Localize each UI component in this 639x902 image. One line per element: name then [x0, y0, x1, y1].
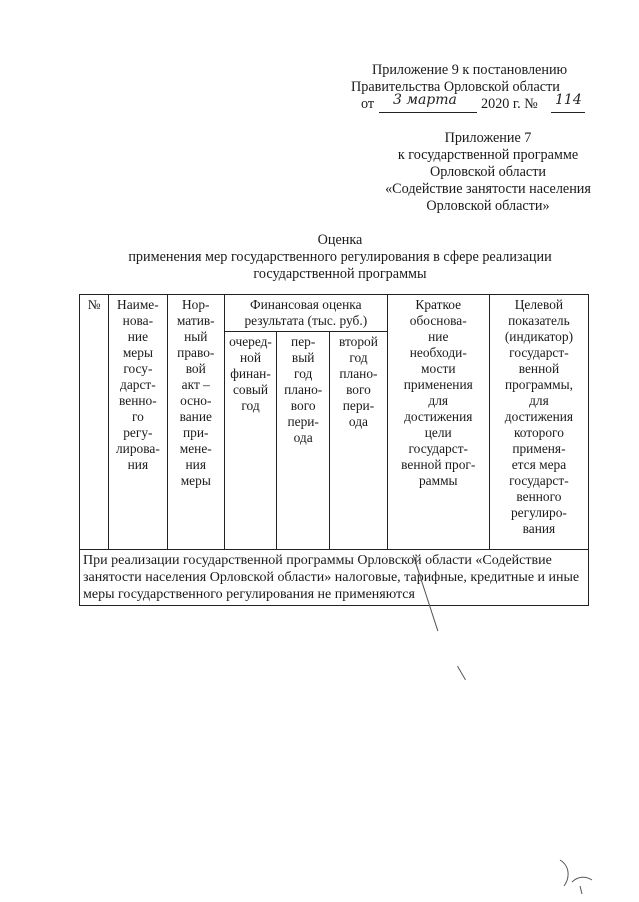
pen-mark — [556, 856, 602, 896]
appendix9-line1: Приложение 9 к постановлению — [372, 62, 568, 78]
date-underline — [379, 112, 477, 113]
header-number: № — [80, 295, 109, 550]
pen-mark — [457, 666, 466, 680]
appendix7-line: «Содействие занятости населения — [385, 181, 591, 197]
handwritten-date: 3 марта — [393, 92, 457, 108]
regulation-measures-table — [79, 294, 589, 606]
title-line2: применения мер государственного регулирования в сфере реализации — [128, 249, 552, 265]
appendix7-line: Приложение 7 — [444, 130, 532, 146]
year-suffix: 2020 г. № — [481, 96, 538, 112]
header-legal-act: Нор- матив- ный право- вой акт – осно- вание при- мене- ния меры — [167, 295, 224, 550]
appendix7-line: Орловской области» — [426, 198, 550, 214]
appendix7-block — [354, 130, 622, 215]
appendix7-line: к государственной программе — [397, 147, 579, 163]
header-justification: Краткое обоснова- ние необходи- мости применения для достижения цели государст- венной прог- раммы — [387, 295, 489, 550]
number-underline — [551, 112, 585, 113]
header-measure-name: Наиме- нова- ние меры госу- дарст- венно- го регу- лирова- ния — [109, 295, 167, 550]
appendix7-line: Орловской области — [429, 164, 547, 180]
from-prefix: от — [361, 96, 375, 112]
appendix9-line2: Правительства Орловской области — [351, 79, 560, 95]
header-financial-estimate: Финансовая оценка результата (тыс. руб.) — [224, 295, 387, 332]
appendix9-date-line — [361, 92, 591, 114]
header-fin-second-plan-year: второй год плано- вого пери- ода — [330, 332, 387, 550]
header-fin-current-year: очеред- ной финан- совый год — [224, 332, 276, 550]
table-note: При реализации государственной программы Орловской области «Содействие занятости населения Орловской области» налоговые, тарифные, кредитные и иные меры государственного регулирования не применяются — [80, 550, 589, 606]
title-line1: Оценка — [317, 232, 363, 248]
header-fin-first-plan-year: пер- вый год плано- вого пери- ода — [277, 332, 330, 550]
title-line3: государственной программы — [253, 266, 427, 282]
header-target-indicator: Целевой показатель (индикатор) государст- венной программы, для достижения которого применя- ется мера государст- венного регулиро- вания — [489, 295, 588, 550]
document-title — [60, 232, 620, 283]
handwritten-number: 114 — [555, 92, 582, 108]
